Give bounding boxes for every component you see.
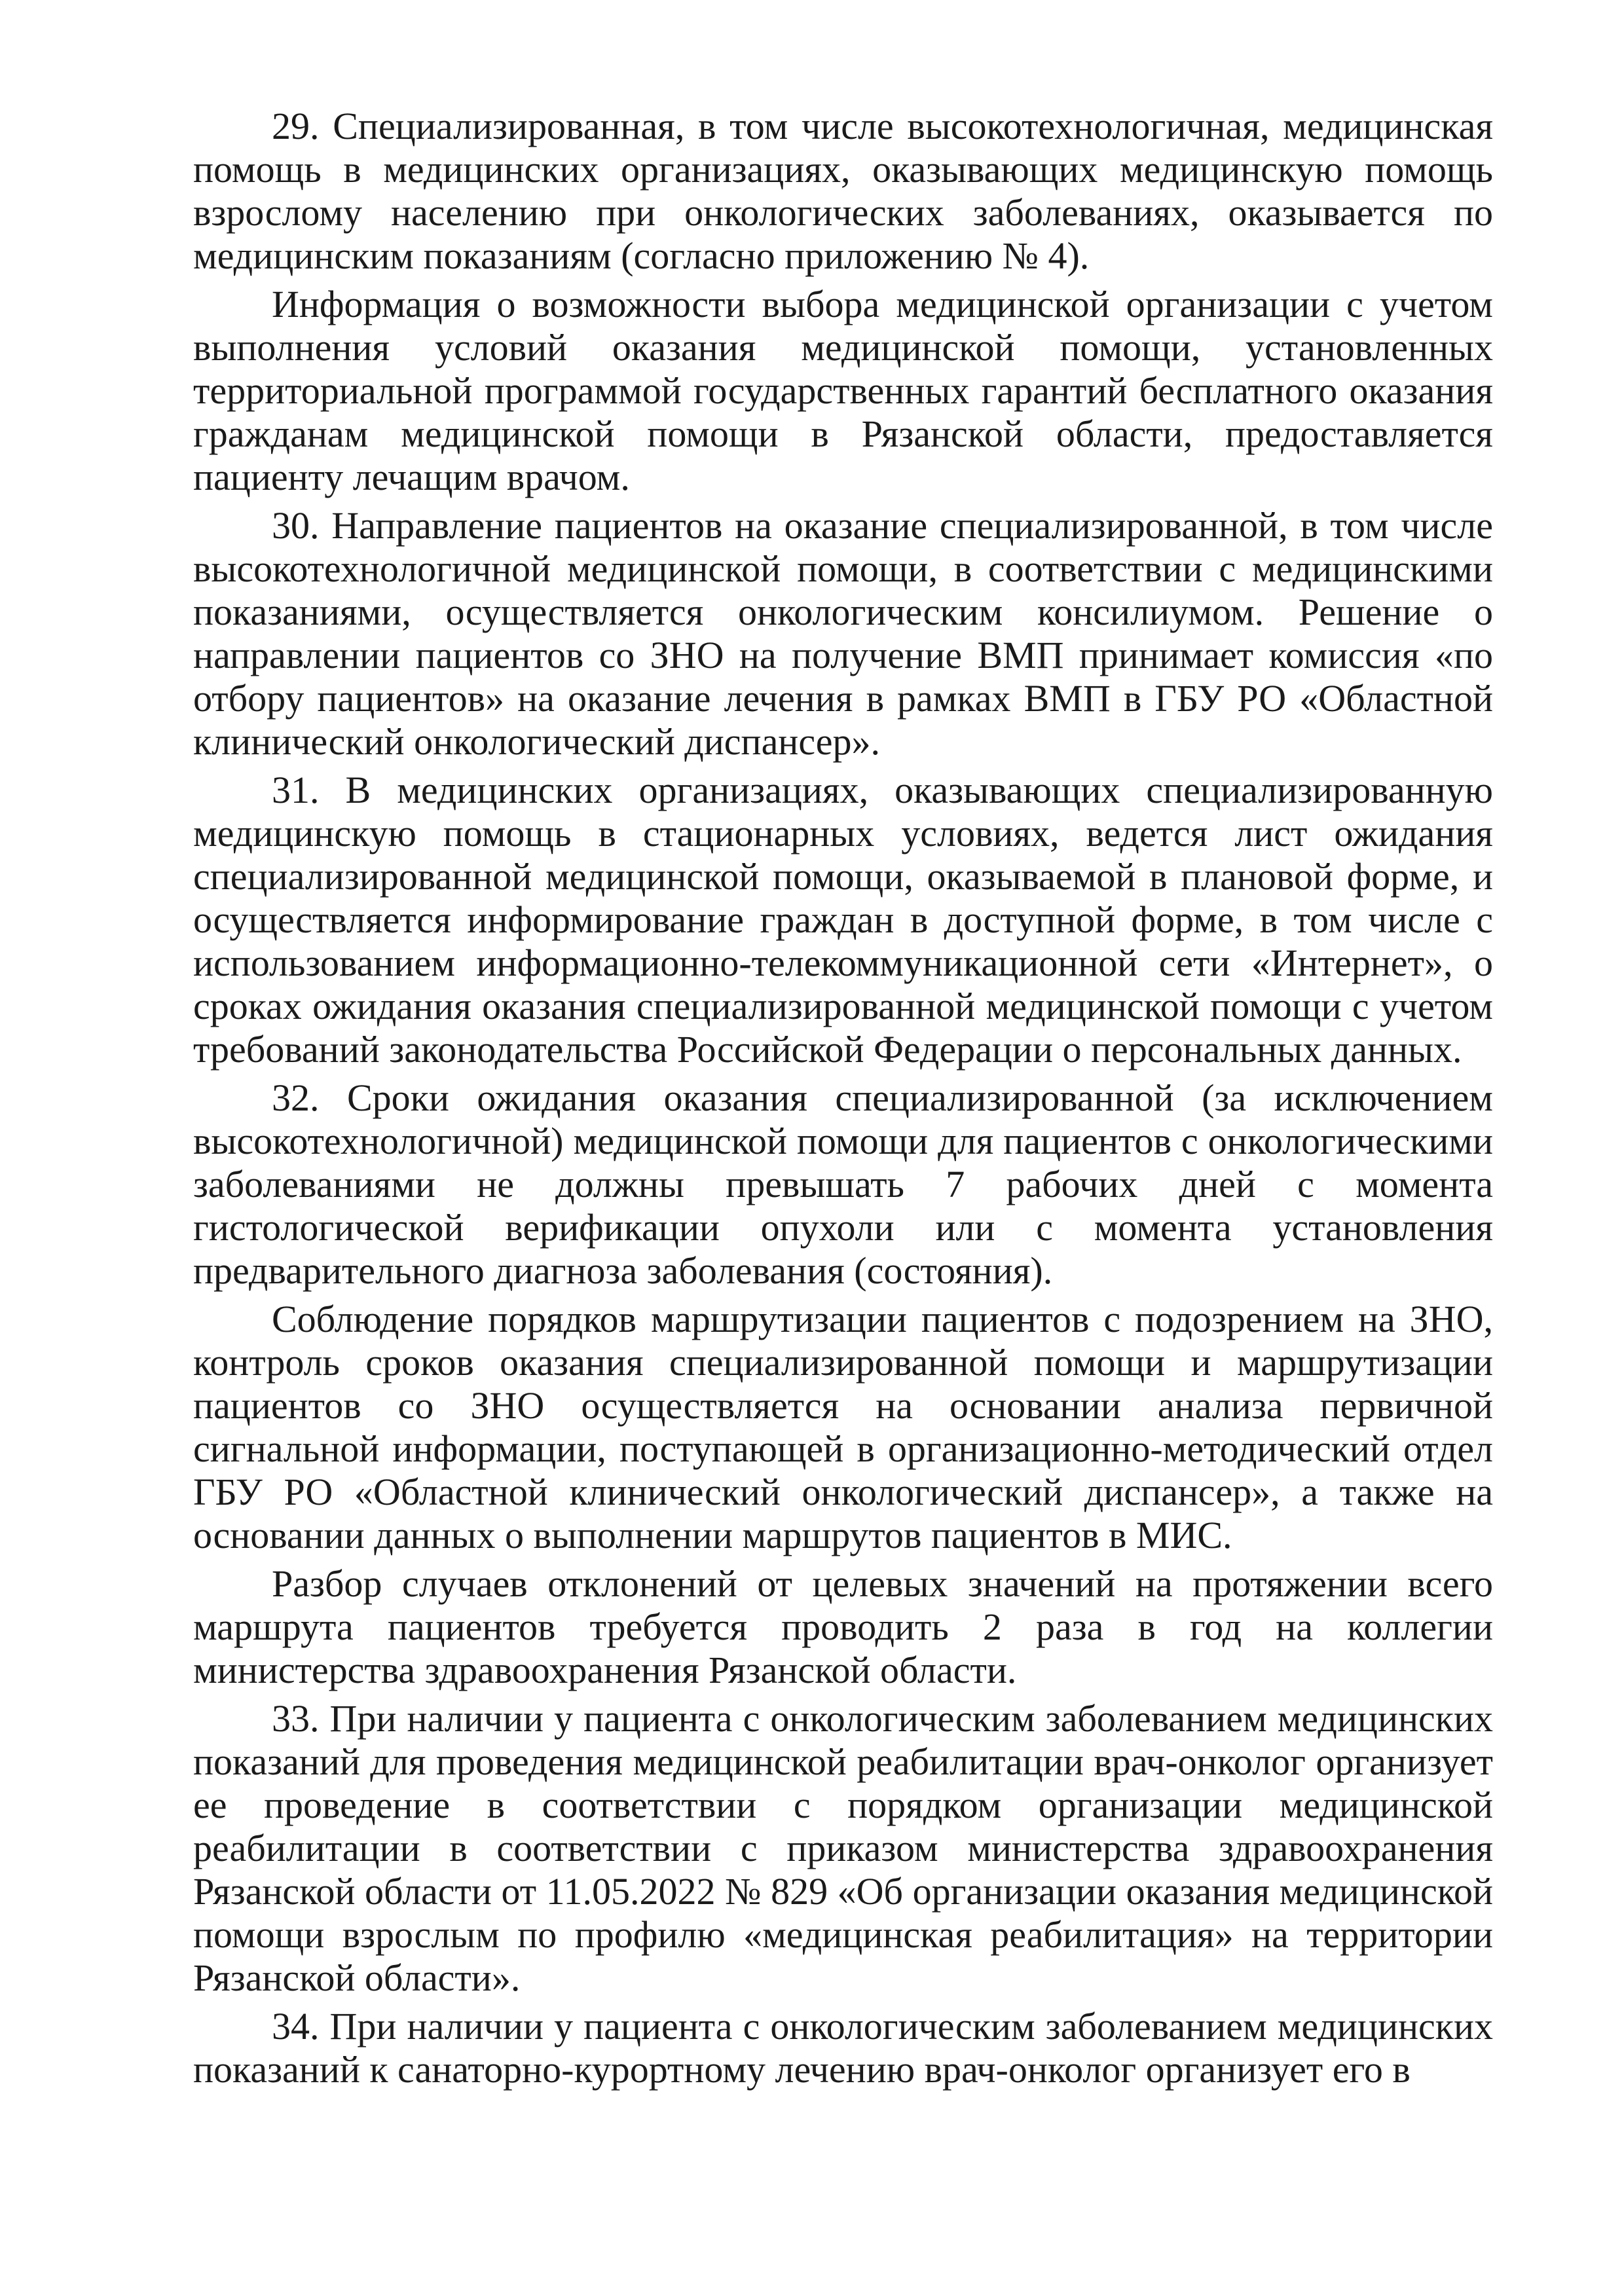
paragraph-33: 33. При наличии у пациента с онкологическим заболеванием медицинских показаний для проведения медицинской реабилитации врач-онколог организует ее проведение в соответствии с порядком организации медицинской реабилитации в соответствии с приказом министерства здравоохранения Рязанской области от 11.05.2022 № 829 «Об организации оказания медицинской помощи взрослым по профилю «медицинская реабилитация» на территории Рязанской области».	[193, 1697, 1493, 1999]
paragraph-31: 31. В медицинских организациях, оказывающих специализированную медицинскую помощь в стационарных условиях, ведется лист ожидания специализированной медицинской помощи, оказываемой в плановой форме, и осуществляется информирование граждан в доступной форме, в том числе с использованием информационно-телекоммуникационной сети «Интернет», о сроках ожидания оказания специализированной медицинской помощи с учетом требований законодательства Российской Федерации о персональных данных.	[193, 769, 1493, 1071]
paragraph-deviation-review: Разбор случаев отклонений от целевых значений на протяжении всего маршрута пациентов требуется проводить 2 раза в год на коллегии министерства здравоохранения Рязанской области.	[193, 1562, 1493, 1691]
paragraph-30: 30. Направление пациентов на оказание специализированной, в том числе высокотехнологичной медицинской помощи, в соответствии с медицинскими показаниями, осуществляется онкологическим консилиумом. Решение о направлении пациентов со ЗНО на получение ВМП принимает комиссия «по отбору пациентов» на оказание лечения в рамках ВМП в ГБУ РО «Областной клинический онкологический диспансер».	[193, 504, 1493, 763]
paragraph-routing-control: Соблюдение порядков маршрутизации пациентов с подозрением на ЗНО, контроль сроков оказания специализированной помощи и маршрутизации пациентов со ЗНО осуществляется на основании анализа первичной сигнальной информации, поступающей в организационно-методический отдел ГБУ РО «Областной клинический онкологический диспансер», а также на основании данных о выполнении маршрутов пациентов в МИС.	[193, 1298, 1493, 1556]
paragraph-choice-info: Информация о возможности выбора медицинской организации с учетом выполнения условий оказания медицинской помощи, установленных территориальной программой государственных гарантий бесплатного оказания гражданам медицинской помощи в Рязанской области, предоставляется пациенту лечащим врачом.	[193, 283, 1493, 498]
paragraph-29: 29. Специализированная, в том числе высокотехнологичная, медицинская помощь в медицинских организациях, оказывающих медицинскую помощь взрослому населению при онкологических заболеваниях, оказывается по медицинским показаниям (согласно приложению № 4).	[193, 105, 1493, 277]
paragraph-34: 34. При наличии у пациента с онкологическим заболеванием медицинских показаний к санаторно-курортному лечению врач-онколог организует его в	[193, 2005, 1493, 2091]
document-page	[193, 105, 1493, 2091]
paragraph-32: 32. Сроки ожидания оказания специализированной (за исключением высокотехнологичной) медицинской помощи для пациентов с онкологическими заболеваниями не должны превышать 7 рабочих дней с момента гистологической верификации опухоли или с момента установления предварительного диагноза заболевания (состояния).	[193, 1076, 1493, 1292]
